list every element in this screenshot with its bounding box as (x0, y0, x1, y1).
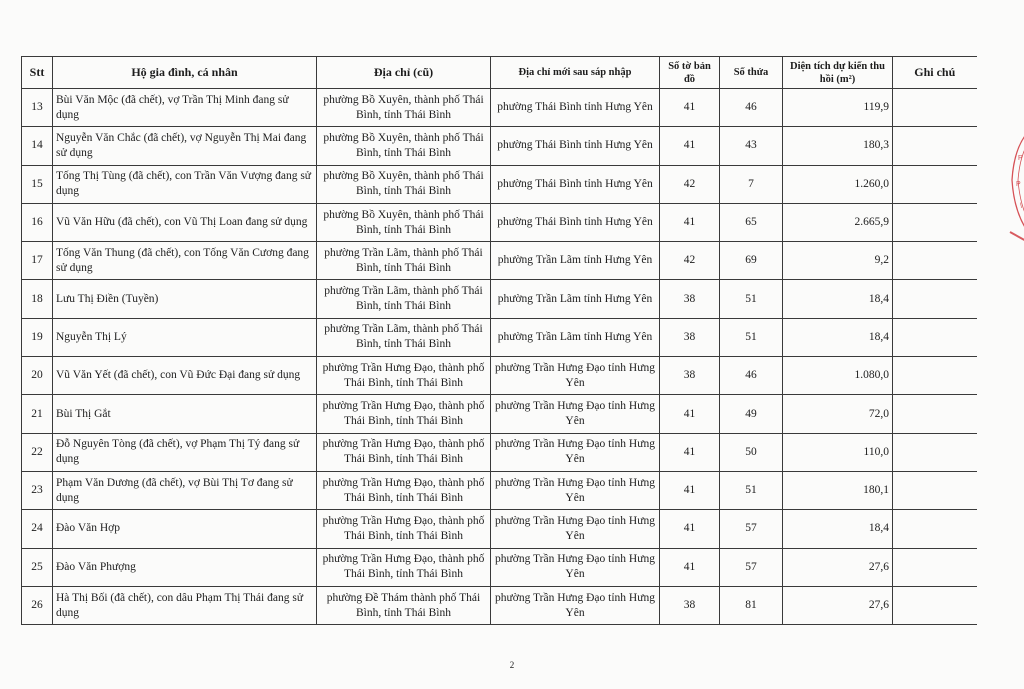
cell-map-sheet: 42 (660, 242, 720, 280)
cell-map-sheet: 41 (660, 548, 720, 586)
cell-stt: 18 (22, 280, 53, 318)
cell-area: 27,6 (783, 548, 893, 586)
cell-area: 2.665,9 (783, 203, 893, 241)
cell-old-address: phường Trần Lãm, thành phố Thái Bình, tỉnh Thái Bình (317, 318, 491, 356)
cell-parcel: 51 (720, 471, 783, 509)
cell-map-sheet: 41 (660, 127, 720, 165)
cell-note (893, 203, 977, 241)
table-row (22, 165, 977, 203)
cell-note (893, 357, 977, 395)
cell-old-address: phường Trần Hưng Đạo, thành phố Thái Bình, tỉnh Thái Bình (317, 471, 491, 509)
cell-new-address: phường Trần Hưng Đạo tỉnh Hưng Yên (491, 357, 660, 395)
cell-stt: 16 (22, 203, 53, 241)
cell-parcel: 51 (720, 280, 783, 318)
cell-new-address: phường Trần Lãm tỉnh Hưng Yên (491, 242, 660, 280)
cell-area: 18,4 (783, 510, 893, 548)
header-old-address: Địa chỉ (cũ) (317, 57, 491, 89)
cell-old-address: phường Trần Hưng Đạo, thành phố Thái Bình, tỉnh Thái Bình (317, 433, 491, 471)
cell-note (893, 280, 977, 318)
cell-owner: Vũ Văn Yết (đã chết), con Vũ Đức Đại đang sử dụng (53, 357, 317, 395)
cell-owner: Bùi Văn Mộc (đã chết), vợ Trần Thị Minh đang sử dụng (53, 89, 317, 127)
cell-stt: 24 (22, 510, 53, 548)
cell-new-address: phường Trần Lãm tỉnh Hưng Yên (491, 280, 660, 318)
cell-note (893, 318, 977, 356)
cell-area: 72,0 (783, 395, 893, 433)
cell-owner: Đào Văn Phượng (53, 548, 317, 586)
cell-stt: 17 (22, 242, 53, 280)
cell-new-address: phường Trần Hưng Đạo tỉnh Hưng Yên (491, 395, 660, 433)
table-row (22, 318, 977, 356)
table-row (22, 203, 977, 241)
cell-old-address: phường Trần Hưng Đạo, thành phố Thái Bình, tỉnh Thái Bình (317, 510, 491, 548)
cell-area: 18,4 (783, 280, 893, 318)
header-note: Ghi chú (893, 57, 977, 89)
cell-parcel: 69 (720, 242, 783, 280)
table-row (22, 242, 977, 280)
cell-note (893, 395, 977, 433)
cell-note (893, 165, 977, 203)
cell-parcel: 50 (720, 433, 783, 471)
cell-area: 119,9 (783, 89, 893, 127)
cell-parcel: 43 (720, 127, 783, 165)
cell-parcel: 57 (720, 510, 783, 548)
table-row (22, 433, 977, 471)
cell-parcel: 51 (720, 318, 783, 356)
header-owner: Hộ gia đình, cá nhân (53, 57, 317, 89)
table-row (22, 89, 977, 127)
cell-map-sheet: 41 (660, 89, 720, 127)
cell-area: 27,6 (783, 586, 893, 624)
cell-stt: 13 (22, 89, 53, 127)
table-row (22, 127, 977, 165)
cell-map-sheet: 42 (660, 165, 720, 203)
cell-new-address: phường Thái Bình tỉnh Hưng Yên (491, 203, 660, 241)
cell-new-address: phường Thái Bình tỉnh Hưng Yên (491, 127, 660, 165)
cell-owner: Tống Thị Tùng (đã chết), con Trần Văn Vượng đang sử dụng (53, 165, 317, 203)
table-row (22, 280, 977, 318)
cell-parcel: 46 (720, 89, 783, 127)
cell-parcel: 46 (720, 357, 783, 395)
cell-area: 1.260,0 (783, 165, 893, 203)
cell-note (893, 89, 977, 127)
cell-owner: Vũ Văn Hữu (đã chết), con Vũ Thị Loan đang sử dụng (53, 203, 317, 241)
cell-owner: Nguyễn Văn Chắc (đã chết), vợ Nguyễn Thị Mai đang sử dụng (53, 127, 317, 165)
page-number: 2 (509, 660, 515, 670)
cell-new-address: phường Trần Hưng Đạo tỉnh Hưng Yên (491, 510, 660, 548)
cell-map-sheet: 38 (660, 318, 720, 356)
cell-map-sheet: 41 (660, 471, 720, 509)
cell-old-address: phường Trần Hưng Đạo, thành phố Thái Bình, tỉnh Thái Bình (317, 395, 491, 433)
cell-new-address: phường Thái Bình tỉnh Hưng Yên (491, 89, 660, 127)
cell-map-sheet: 41 (660, 433, 720, 471)
cell-stt: 26 (22, 586, 53, 624)
cell-new-address: phường Trần Hưng Đạo tỉnh Hưng Yên (491, 471, 660, 509)
cell-note (893, 548, 977, 586)
cell-stt: 25 (22, 548, 53, 586)
cell-new-address: phường Trần Hưng Đạo tỉnh Hưng Yên (491, 433, 660, 471)
cell-new-address: phường Thái Bình tỉnh Hưng Yên (491, 165, 660, 203)
cell-map-sheet: 38 (660, 357, 720, 395)
cell-owner: Hà Thị Bối (đã chết), con dâu Phạm Thị Thái đang sử dụng (53, 586, 317, 624)
cell-stt: 23 (22, 471, 53, 509)
svg-text:\: \ (1020, 203, 1022, 210)
cell-old-address: phường Bồ Xuyên, thành phố Thái Bình, tỉnh Thái Bình (317, 165, 491, 203)
cell-stt: 14 (22, 127, 53, 165)
cell-note (893, 127, 977, 165)
header-area: Diện tích dự kiến thu hồi (m²) (783, 57, 893, 89)
cell-parcel: 81 (720, 586, 783, 624)
cell-area: 1.080,0 (783, 357, 893, 395)
cell-old-address: phường Trần Lãm, thành phố Thái Bình, tỉnh Thái Bình (317, 242, 491, 280)
cell-area: 180,3 (783, 127, 893, 165)
cell-map-sheet: 41 (660, 395, 720, 433)
cell-note (893, 510, 977, 548)
cell-new-address: phường Trần Hưng Đạo tỉnh Hưng Yên (491, 586, 660, 624)
cell-stt: 20 (22, 357, 53, 395)
cell-owner: Nguyễn Thị Lý (53, 318, 317, 356)
table-row (22, 548, 977, 586)
cell-old-address: phường Bồ Xuyên, thành phố Thái Bình, tỉnh Thái Bình (317, 203, 491, 241)
cell-old-address: phường Trần Hưng Đạo, thành phố Thái Bình, tỉnh Thái Bình (317, 548, 491, 586)
table-row (22, 395, 977, 433)
cell-map-sheet: 38 (660, 586, 720, 624)
table-row (22, 357, 977, 395)
header-map-sheet: Số tờ bản đồ (660, 57, 720, 89)
cell-owner: Đào Văn Hợp (53, 510, 317, 548)
cell-new-address: phường Trần Hưng Đạo tỉnh Hưng Yên (491, 548, 660, 586)
table-header-row (22, 57, 977, 89)
cell-owner: Phạm Văn Dương (đã chết), vợ Bùi Thị Tơ đang sử dụng (53, 471, 317, 509)
cell-area: 180,1 (783, 471, 893, 509)
official-stamp-fragment (1006, 120, 1024, 250)
cell-owner: Lưu Thị Điền (Tuyền) (53, 280, 317, 318)
header-new-address: Địa chỉ mới sau sáp nhập (491, 57, 660, 89)
cell-new-address: phường Trần Lãm tỉnh Hưng Yên (491, 318, 660, 356)
cell-old-address: phường Bồ Xuyên, thành phố Thái Bình, tỉnh Thái Bình (317, 127, 491, 165)
svg-text:P: P (1018, 155, 1023, 162)
cell-old-address: phường Bồ Xuyên, thành phố Thái Bình, tỉnh Thái Bình (317, 89, 491, 127)
cell-area: 110,0 (783, 433, 893, 471)
table-row (22, 510, 977, 548)
cell-parcel: 57 (720, 548, 783, 586)
cell-area: 18,4 (783, 318, 893, 356)
cell-note (893, 242, 977, 280)
table-row (22, 586, 977, 624)
table-body (22, 89, 977, 625)
header-parcel: Số thửa (720, 57, 783, 89)
cell-map-sheet: 41 (660, 510, 720, 548)
cell-note (893, 433, 977, 471)
cell-old-address: phường Trần Hưng Đạo, thành phố Thái Bình, tỉnh Thái Bình (317, 357, 491, 395)
cell-parcel: 49 (720, 395, 783, 433)
cell-stt: 22 (22, 433, 53, 471)
svg-text:P: P (1016, 181, 1021, 188)
cell-owner: Đỗ Nguyên Tòng (đã chết), vợ Phạm Thị Tý đang sử dụng (53, 433, 317, 471)
cell-parcel: 65 (720, 203, 783, 241)
cell-area: 9,2 (783, 242, 893, 280)
cell-owner: Tống Văn Thung (đã chết), con Tống Văn Cương đang sử dụng (53, 242, 317, 280)
cell-map-sheet: 38 (660, 280, 720, 318)
cell-old-address: phường Đề Thám thành phố Thái Bình, tỉnh Thái Bình (317, 586, 491, 624)
header-stt: Stt (22, 57, 53, 89)
cell-owner: Bùi Thị Gắt (53, 395, 317, 433)
cell-stt: 21 (22, 395, 53, 433)
cell-stt: 19 (22, 318, 53, 356)
cell-note (893, 586, 977, 624)
table-row (22, 471, 977, 509)
land-recovery-table (21, 56, 977, 625)
cell-stt: 15 (22, 165, 53, 203)
cell-note (893, 471, 977, 509)
cell-map-sheet: 41 (660, 203, 720, 241)
cell-parcel: 7 (720, 165, 783, 203)
cell-old-address: phường Trần Lãm, thành phố Thái Bình, tỉnh Thái Bình (317, 280, 491, 318)
